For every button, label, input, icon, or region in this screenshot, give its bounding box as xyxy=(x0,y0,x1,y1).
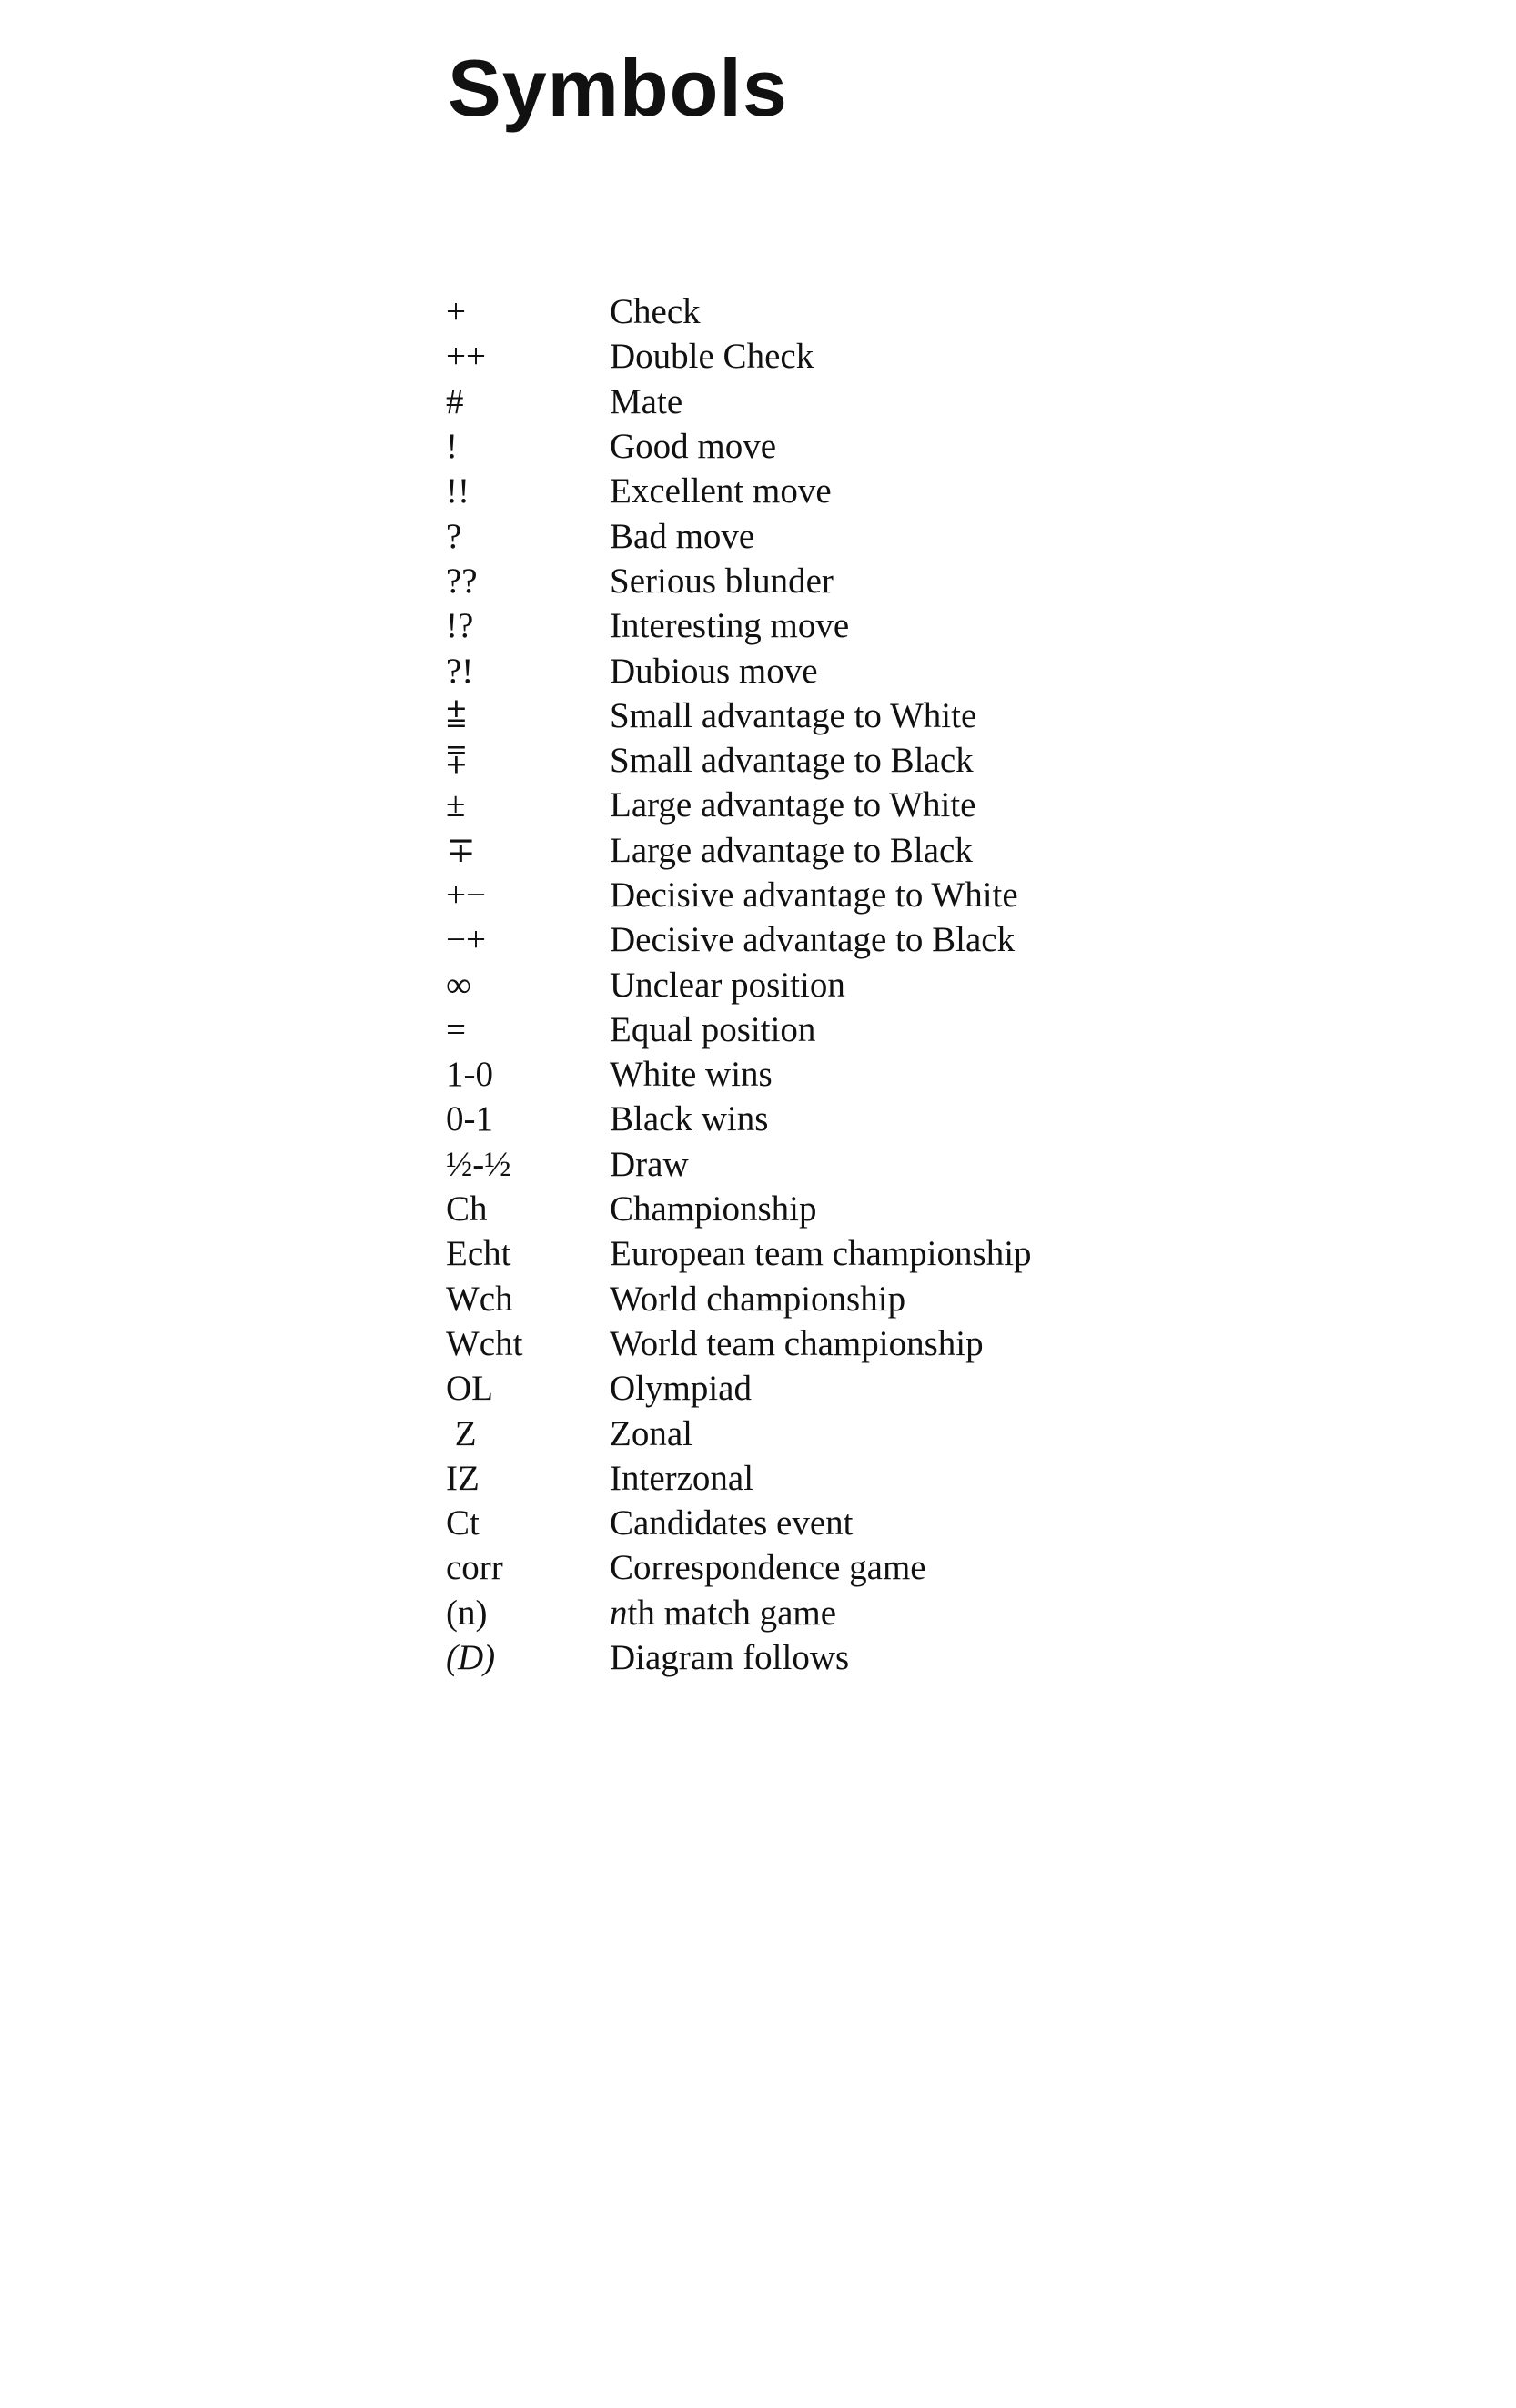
symbol-cell: ? xyxy=(446,516,462,556)
meaning-cell: Excellent move xyxy=(610,471,832,511)
symbol-table xyxy=(446,289,1265,1680)
symbol-cell: Z xyxy=(446,1413,477,1453)
symbol-row xyxy=(446,1545,1265,1590)
meaning-cell: White wins xyxy=(610,1055,773,1095)
symbol-row xyxy=(446,962,1265,1007)
symbol-row xyxy=(446,1501,1265,1545)
symbol-row xyxy=(446,513,1265,558)
symbol-row xyxy=(446,648,1265,693)
symbol-row xyxy=(446,1142,1265,1187)
symbol-cell: = xyxy=(446,1009,466,1049)
meaning-cell: Large advantage to Black xyxy=(610,830,973,870)
symbol-cell: ± xyxy=(446,785,466,825)
symbol-cell: ⩲ xyxy=(446,695,467,735)
meaning-cell: Interesting move xyxy=(610,606,850,646)
meaning-cell: Draw xyxy=(610,1144,689,1184)
symbol-cell: Ch xyxy=(446,1189,488,1229)
symbol-row xyxy=(446,424,1265,469)
symbol-row xyxy=(446,1366,1265,1411)
meaning-cell: Zonal xyxy=(610,1413,692,1453)
symbol-row xyxy=(446,334,1265,379)
meaning-cell: Olympiad xyxy=(610,1369,752,1409)
meaning-cell: Decisive advantage to Black xyxy=(610,920,1016,960)
symbol-row xyxy=(446,1411,1265,1455)
symbol-cell: Wcht xyxy=(446,1323,523,1363)
meaning-text: th match game xyxy=(627,1593,837,1633)
meaning-cell: Good move xyxy=(610,427,777,467)
meaning-cell: Black wins xyxy=(610,1099,769,1139)
symbol-row xyxy=(446,1635,1265,1680)
meaning-cell: Candidates event xyxy=(610,1503,854,1543)
symbol-cell: −+ xyxy=(446,920,486,960)
meaning-cell: Large advantage to White xyxy=(610,785,976,825)
symbol-cell: !? xyxy=(446,606,474,646)
meaning-cell: Serious blunder xyxy=(610,561,834,601)
meaning-cell: Diagram follows xyxy=(610,1638,850,1678)
meaning-cell: Dubious move xyxy=(610,651,818,691)
symbol-row xyxy=(446,379,1265,424)
symbol-cell: ++ xyxy=(446,337,486,377)
symbol-cell: + xyxy=(446,292,466,332)
symbol-row xyxy=(446,559,1265,603)
meaning-cell: Mate xyxy=(610,381,683,421)
symbol-cell: # xyxy=(446,381,464,421)
symbol-cell: !! xyxy=(446,471,470,511)
symbol-row xyxy=(446,783,1265,827)
meaning-cell: Equal position xyxy=(610,1009,816,1049)
symbol-row xyxy=(446,873,1265,917)
symbol-cell: ½-½ xyxy=(446,1144,511,1184)
meaning-cell: World championship xyxy=(610,1279,906,1319)
symbol-cell: (D) xyxy=(446,1638,496,1678)
symbol-row xyxy=(446,1007,1265,1052)
symbol-cell: Ct xyxy=(446,1503,480,1543)
meaning-cell: European team championship xyxy=(610,1234,1032,1274)
symbol-row xyxy=(446,693,1265,738)
meaning-cell: Small advantage to Black xyxy=(610,741,974,781)
symbol-row xyxy=(446,828,1265,873)
meaning-cell xyxy=(610,1591,1265,1635)
symbol-cell: (n) xyxy=(446,1593,488,1633)
symbol-cell: ?! xyxy=(446,651,474,691)
symbol-row xyxy=(446,917,1265,962)
symbol-cell: +− xyxy=(446,875,486,915)
symbol-row xyxy=(446,289,1265,334)
symbol-row xyxy=(446,469,1265,513)
symbol-cell: 0-1 xyxy=(446,1099,493,1139)
meaning-cell: Interzonal xyxy=(610,1458,754,1498)
symbol-row xyxy=(446,603,1265,648)
symbol-row xyxy=(446,1456,1265,1501)
symbol-cell: Wch xyxy=(446,1279,513,1319)
meaning-cell: Decisive advantage to White xyxy=(610,875,1018,915)
symbol-row xyxy=(446,1277,1265,1321)
symbol-row xyxy=(446,738,1265,783)
symbol-row xyxy=(446,1591,1265,1635)
symbol-row xyxy=(446,1231,1265,1276)
symbol-row xyxy=(446,1187,1265,1231)
symbol-cell: 1-0 xyxy=(446,1055,493,1095)
meaning-cell: Championship xyxy=(610,1189,817,1229)
symbol-row xyxy=(446,1321,1265,1366)
meaning-cell: Small advantage to White xyxy=(610,695,977,735)
meaning-cell: Bad move xyxy=(610,516,755,556)
meaning-cell: Correspondence game xyxy=(610,1548,926,1588)
symbol-cell: ∓ xyxy=(446,830,476,870)
meaning-cell: Double Check xyxy=(610,337,814,377)
symbol-cell: Echt xyxy=(446,1234,511,1274)
symbol-cell: IZ xyxy=(446,1458,480,1498)
symbol-cell: ! xyxy=(446,427,458,467)
symbol-cell: ∞ xyxy=(446,965,471,1005)
symbol-cell: ⩱ xyxy=(446,741,467,781)
meaning-cell: Unclear position xyxy=(610,965,845,1005)
page-title: Symbols xyxy=(448,43,788,133)
meaning-cell: World team championship xyxy=(610,1323,984,1363)
meaning-cell: Check xyxy=(610,292,701,332)
symbol-cell: ?? xyxy=(446,561,478,601)
symbol-row xyxy=(446,1052,1265,1097)
symbol-cell: corr xyxy=(446,1548,503,1588)
symbol-cell: OL xyxy=(446,1369,493,1409)
symbol-row xyxy=(446,1097,1265,1141)
meaning-prefix: n xyxy=(610,1593,628,1633)
